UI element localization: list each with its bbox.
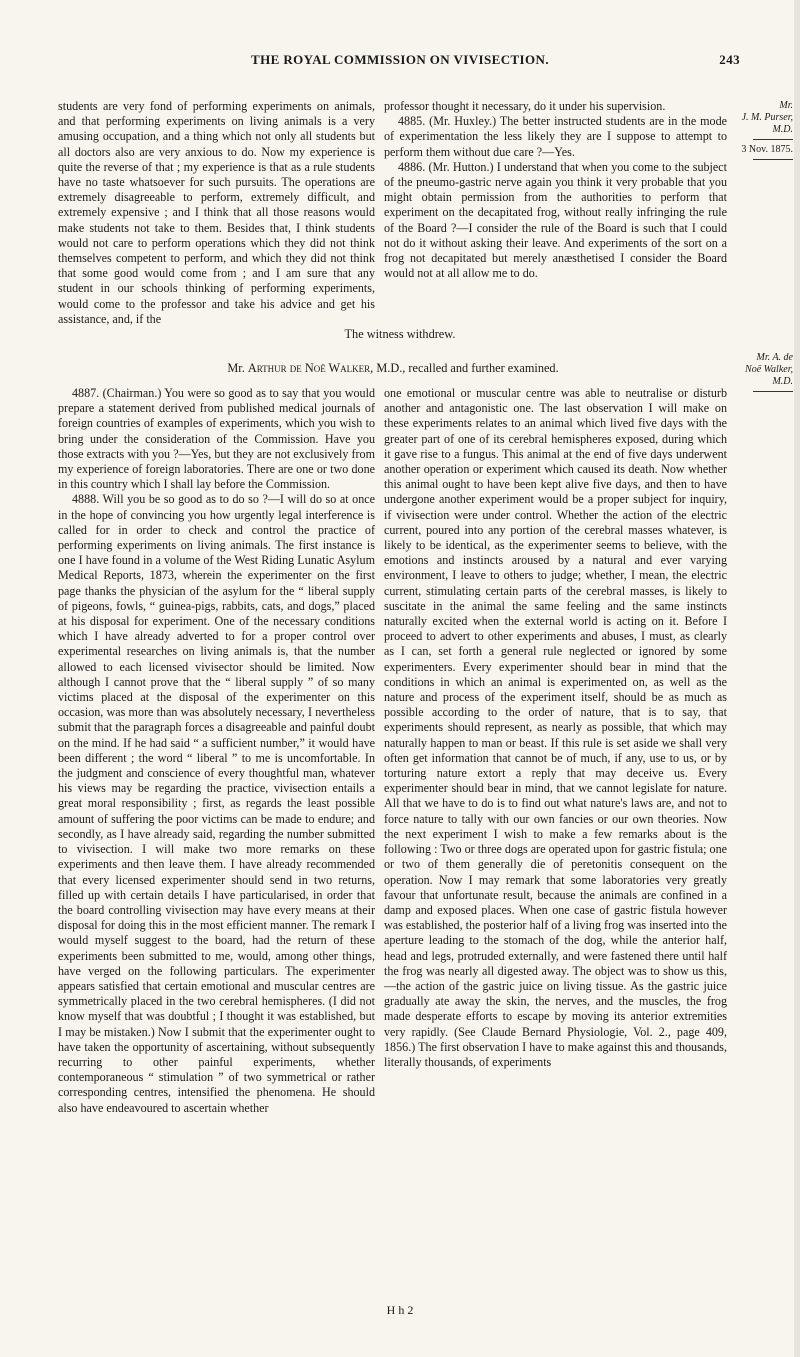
- witness-name: Arthur de Noë Walker: [247, 361, 371, 375]
- running-header: [60, 52, 740, 72]
- page-number: 243: [719, 52, 740, 67]
- paragraph-4886: 4886. (Mr. Hutton.) I understand that when you come to the subject of the pneumo-gastric nerve again you think it very probable that you might obtain permission from the authorities to perform that experiment on the decapitated frog, without really infringing the rule of the Board ?—I consider the rule of the Board is such that I could not do it without asking their leave. And experiments of the sort on a frog not decapitated but merely anæsthetised I consider the Board would not at all allow me to do.: [384, 159, 727, 281]
- margin-note-purser: Mr. J. M. Purser, M.D. 3 Nov. 1875.: [733, 100, 793, 160]
- paragraph: professor thought it necessary, do it under his supervision.: [384, 99, 666, 113]
- column-top-left: [58, 99, 375, 327]
- paragraph-4885: 4885. (Mr. Huxley.) The better instructed students are in the mode of experimentation the less likely they are I suppose to attempt to perform them without due care ?—Yes.: [384, 114, 727, 159]
- column-bottom-left: [58, 386, 375, 1116]
- signature-mark: H h 2: [386, 1303, 414, 1317]
- paragraph: one emotional or muscular centre was able to neutralise or disturb another and antagonistic one. The last observation I will make on these experiments relates to an animal which lived five days with the greater part of one of its cerebral hemispheres exposed, during which it gave rise to a fungus. This animal at the end of five days underwent another operation or experiment which caused its death. Now whether this animal ought to have been kept alive five days, and then to have undergone another experiment would be a proper subject for inquiry, if vivisection were under control. Whether the action of the electric current, poured into any portion of the cerebral masses whatever, is likely to be identical, as the experimenter seems to believe, with the emotions and instincts aroused by a natural and ever varying environment, I leave to others to judge; whether, I mean, the electric current, stimulating certain parts of the cerebral masses, is likely to suscitate in the animal the same feeling and the same instincts naturally excited when the external world is acting on it. Before I proceed to advert to other experiments and abuses, I must, as clearly as I can, set forth a general rule neglected or ignored by some experimenters. Every experimenter should bear in mind that the conditions in which an animal is experimented on, as well as the nature and process of the experiment itself, should be as much as possible according to the order of nature, that is to say, that experiments should represent, as nearly as possible, that which may naturally happen to man or beast. If this rule is set aside we shall very often get information that cannot be of much, if any, use to us, or by torturing nature extort a reply that may deceive us. Every experimenter should bear in mind, that we cannot legislate for nature. All that we have to do is to find out what nature's laws are, and not to force nature to tally with our own fancies or our own theories. Now the next experiment I wish to make a few remarks about is the following : Two or three dogs are operated upon for gastric fistula; one or two of them generally die of peretonitis consequent on the operation. Now I may remark that some laboratories very greatly favour that unfortunate result, because the animals are confined in a damp and exposed places. When one case of gastric fistula however was established, the posterior half of a living frog was inserted into the aperture leading to the stomach of the dog, while the anterior half, head and legs, protruded externally, and were fastened there until half the frog was nearly all digested away. The object was to show us this,—the action of the gastric juice on living tissue. As the gastric juice gradually ate away the skin, the nerves, and the muscles, the frog made desperate efforts to escape by moving its anterior extremities very rapidly. (See Claude Bernard Physiologie, Vol. 2., page 409, 1856.) The first observation I have to make against this and thousands, literally thousands, of experiments: [384, 386, 727, 1069]
- witness-recalled-heading: Mr. Arthur de Noë Walker, M.D., recalled and further examined.: [227, 361, 559, 375]
- column-top-right: [384, 99, 727, 281]
- witness-withdrew-line: The witness withdrew.: [344, 327, 456, 341]
- divider: [753, 159, 793, 160]
- paragraph: students are very fond of performing experiments on animals, and that performing experiments on living animals is a very amusing occupation, and a thing which not only all students but all doctors also are very anxious to do. Now my experience is quite the reverse of that ; my experience is that as a rule students have no taste whatsoever for such pursuits. The operations are extremely disagreeable to perform, extremely difficult, and extremely expensive ; and I think that all those reasons would make students not take to them. Besides that, I think students would not care to perform operations which they did not think themselves competent to perform, and which they did not think that some good would come from ; and I am sure that any student in our schools thinking of performing experiments, would come to the professor and take his advice and get his assistance, and, if the: [58, 99, 375, 326]
- page-edge: [794, 0, 800, 1357]
- paragraph-4888: 4888. Will you be so good as to do so ?—I will do so at once in the hope of convincing you how urgently legal interference is called for in order to check and control the practice of performing experiments on living animals. The first instance is one I have found in a volume of the West Riding Lunatic Asylum Medical Reports, 1873, wherein the experimenter on the first page thanks the physician of the asylum for the “ liberal supply of pigeons, fowls, “ guinea-pigs, rabbits, cats, and dogs,” placed at his disposal for experiment. One of the necessary conditions which I have already adverted to for a proper control over experimental researches on living animals is, that the number allowed to each licensed vivisector should be limited. Now although I cannot prove that the “ liberal supply ” of so many victims placed at the disposal of the experimenter on this occasion, was more than was absolutely necessary, I nevertheless submit that the paragraph forces a disagreeable and painful doubt on the mind. If he had said “ a sufficient number,” it would have been different ; the word “ liberal ” to me is uncomfortable. In the judgment and conscience of every thoughtful man, whatever his views may be regarding the practice, vivisection entails a great moral responsibility ; first, as regards the least possible amount of suffering the poor victims can be made to endure; and secondly, as I have already said, regarding the number submitted to vivisection. I will make two more remarks on these experiments and then leave them. I have already recommended that every licensed experimenter should send in two returns, filled up with certain details I have particularised, in order that the board controlling vivisection may have every means at their disposal for doing this in the most efficient manner. The remark I would myself suggest to the board, had the return of these experiments been submitted to me, would, among other things, have verged on the following particulars. The experimenter appears satisfied that certain emotional and muscular centres are symmetrically placed in the two cerebral hemispheres. (I did not know myself that was doubtful ; I thought it was established, but I may be mistaken.) Now I submit that the experimenter ought to have taken the opportunity of ascertaining, without subsequently recurring to other painful experiments, whether contemporaneous “ stimulation ” of two symmetrical or rather corresponding centres, intensified the phenomena. He should also have endeavoured to ascertain whether: [58, 492, 375, 1115]
- divider: [753, 139, 793, 140]
- margin-note-walker: Mr. A. de Noë Walker, M.D.: [733, 352, 793, 392]
- header-title: THE ROYAL COMMISSION ON VIVISECTION.: [251, 52, 549, 67]
- margin-date: 3 Nov. 1875.: [741, 144, 793, 155]
- paragraph-4887: 4887. (Chairman.) You were so good as to say that you would prepare a statement derived from published medical journals of foreign countries of examples of experiments, which you wish to bring under the consideration of the Commission. Have you those extracts with you ?—Yes, but they are not exclusively from my experience of foreign laboratories. There are one or two done in this country which I shall lay before the Commission.: [58, 386, 375, 492]
- divider: [753, 391, 793, 392]
- column-bottom-right: [384, 386, 727, 1070]
